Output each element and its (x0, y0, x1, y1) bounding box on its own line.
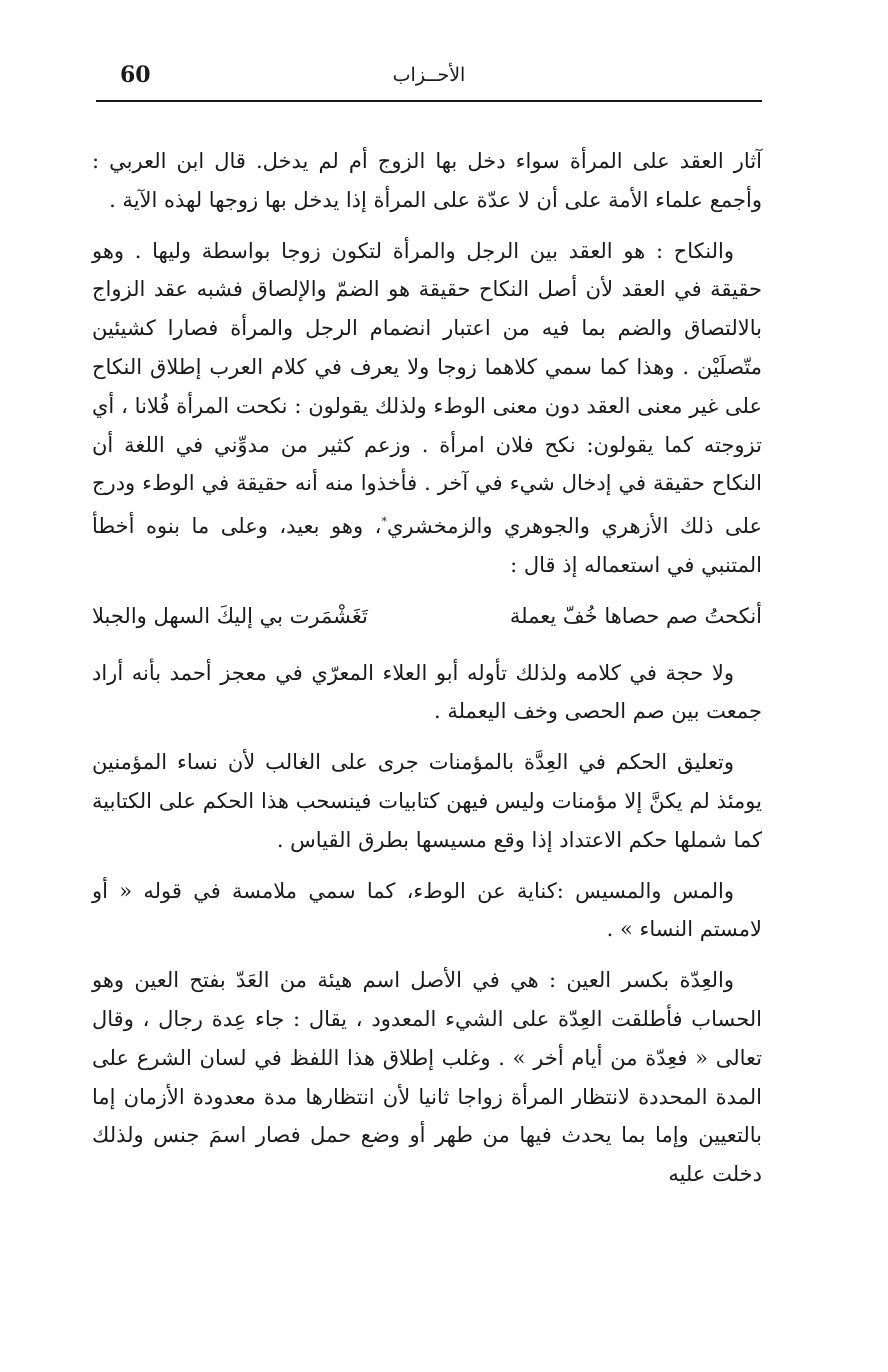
paragraph-6: والعِدّة بكسر العين : هي في الأصل اسم هيئة من العَدّ بفتح العين وهو الحساب فأطلقت العِدّة على الشيء المعدود ، يقال : جاء عِدة رجال ، وقال تعالى « فعِدّة من أيام أخر » . وغلب إطلاق هذا اللفظ في لسان الشرع على المدة المحددة لانتظار المرأة زواجا ثانيا لأن انتظارها مدة معدودة الأزمان إما بالتعيين وإما بما يحدث فيها من طهر أو وضع حمل فصار اسمَ جنس ولذلك دخلت عليه (92, 968, 762, 1187)
footnote-mark: * (381, 515, 387, 529)
paragraph-1: آثار العقد على المرأة سواء دخل بها الزوج أم لم يدخل. قال ابن العربي : وأجمع علماء الأمة على أن لا عدّة على المرأة إذا يدخل بها زوجها لهذه الآية . (92, 149, 762, 212)
running-title: الأحــزاب (392, 64, 466, 86)
poetry-verse (92, 597, 762, 636)
page-number: 60 (120, 62, 151, 88)
paragraph-2-continuation: ، وهو بعيد، وعلى ما بنوه أخطأ المتنبي في استعماله إذ قال : (92, 514, 762, 577)
verse-first-hemistich: أنكحتُ صم حصاها خُفّ يعملة (509, 603, 762, 628)
body-text (92, 142, 762, 1206)
paragraph-3: ولا حجة في كلامه ولذلك تأوله أبو العلاء المعرّي في معجز أحمد بأنه أراد جمعت بين صم الحصى وخف اليعملة . (92, 660, 762, 724)
paragraph-2 (92, 232, 762, 585)
paragraph-5: والمس والمسيس :كناية عن الوطء، كما سمي ملامسة في قوله « أو لامستم النساء » . (92, 878, 762, 942)
paragraph-4: وتعليق الحكم في العِدَّة بالمؤمنات جرى على الغالب لأن نساء المؤمنين يومئذ لم يكنَّ إلا مؤمنات وليس فيهن كتابيات فينسحب هذا الحكم على الكتابية كما شملها حكم الاعتداد إذا وقع مسيسها بطرق القياس . (92, 750, 762, 852)
page-header (96, 62, 762, 102)
paragraph-2-text: والنكاح : هو العقد بين الرجل والمرأة لتكون زوجا بواسطة وليها . وهو حقيقة في العقد لأن أصل النكاح حقيقة هو الضمّ والإلصاق فشبه عقد الزواج بالالتصاق والضم بما فيه من اعتبار انضمام الرجل والمرأة فصارا كشيئين متّصلَيْن . وهذا كما سمي كلاهما زوجا ولا يعرف في كلام العرب إطلاق النكاح على غير معنى العقد دون معنى الوطء ولذلك يقولون : نكحت المرأة فُلانا ، أي تزوجته كما يقولون: نكح فلان امرأة . وزعم كثير من مدوِّني في اللغة أن النكاح حقيقة في إدخال شيء في آخر . فأخذوا منه أنه حقيقة في الوطء ودرج على ذلك الأزهري والجوهري والزمخشري (92, 238, 762, 539)
verse-second-hemistich: تَغَشْمَرت بي إليكَ السهل والجبلا (92, 603, 368, 628)
